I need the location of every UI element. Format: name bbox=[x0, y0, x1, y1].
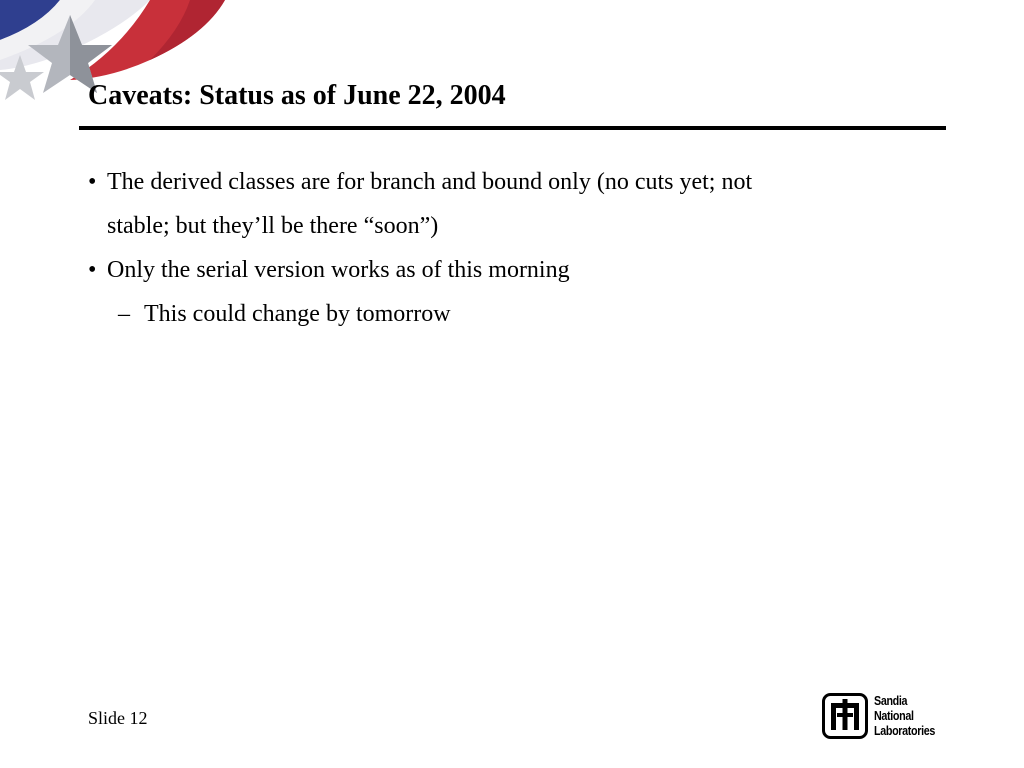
sandia-logo-text bbox=[874, 694, 935, 739]
logo-line: National bbox=[874, 708, 914, 723]
bullet-item bbox=[88, 160, 888, 248]
bullet-marker: • bbox=[88, 169, 97, 195]
title-divider bbox=[79, 126, 946, 130]
sandia-logo bbox=[822, 691, 946, 741]
slide-title: Caveats: Status as of June 22, 2004 bbox=[88, 80, 506, 111]
bullet-text-line: stable; but they’ll be there “soon”) bbox=[107, 213, 439, 239]
logo-line: Laboratories bbox=[874, 723, 935, 738]
bullet-text: Only the serial version works as of this morning bbox=[107, 257, 570, 283]
slide-content bbox=[88, 160, 888, 336]
sub-bullet-text: This could change by tomorrow bbox=[144, 301, 451, 327]
sub-bullet-marker: – bbox=[118, 301, 130, 327]
sub-bullet-item bbox=[88, 292, 888, 336]
sandia-thunderbird-icon bbox=[822, 693, 868, 739]
bullet-text-line: The derived classes are for branch and bound only (no cuts yet; not bbox=[107, 169, 753, 195]
bullet-item bbox=[88, 248, 888, 292]
bullet-marker: • bbox=[88, 257, 97, 283]
bullet-text bbox=[107, 160, 888, 248]
slide-number: Slide 12 bbox=[88, 708, 148, 728]
logo-line: Sandia bbox=[874, 693, 908, 708]
